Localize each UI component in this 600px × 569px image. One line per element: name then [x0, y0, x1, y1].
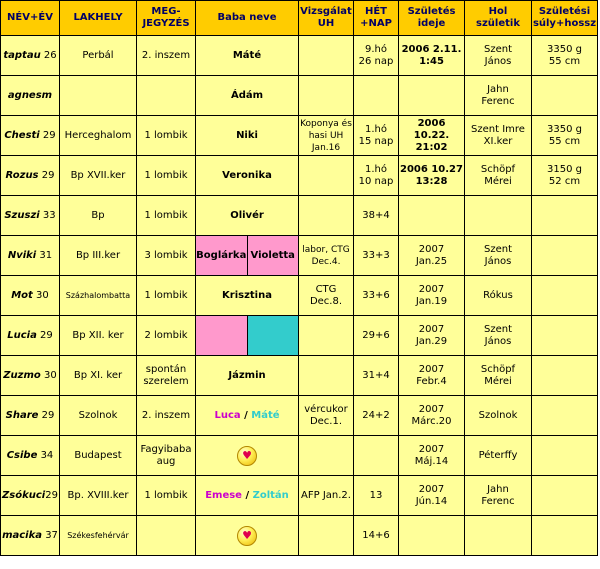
het-nap-cell	[354, 436, 399, 476]
nickname: taptau	[3, 49, 41, 61]
lakhely-cell: Bp III.ker	[60, 236, 137, 276]
hol-cell	[465, 76, 532, 116]
nickname: Mot	[11, 289, 33, 301]
baby-name-cell	[196, 436, 299, 476]
megjegyzes-cell	[137, 76, 196, 116]
het-nap-cell: 29+6	[354, 316, 399, 356]
smiley-heart-icon	[237, 446, 257, 466]
megjegyzes-cell: 2. inszem	[137, 396, 196, 436]
nickname: Zsókuci	[2, 489, 46, 501]
table-row	[1, 476, 598, 516]
table-row	[1, 516, 598, 556]
baby-name-girl: Emese	[205, 489, 242, 501]
baby-name-cell: Ádám	[196, 76, 299, 116]
suly-cell	[532, 76, 598, 116]
name-cell	[1, 356, 60, 396]
table-row	[1, 156, 598, 196]
header-nev-ev: NÉV+ÉV	[1, 1, 60, 36]
het-line-1: 1.hó	[365, 163, 387, 175]
suly-cell	[532, 436, 598, 476]
suly-line-1: 3350 g	[547, 43, 582, 55]
hol-cell	[465, 236, 532, 276]
megjegyzes-cell: 1 lombik	[137, 276, 196, 316]
szuletes-ideje-cell	[399, 276, 465, 316]
hol-line-1: Szent	[483, 243, 512, 255]
suly-cell	[532, 236, 598, 276]
table-row	[1, 36, 598, 76]
het-nap-cell	[354, 36, 399, 76]
lakhely-cell: Bp XVII.ker	[60, 156, 137, 196]
lakhely-cell: Herceghalom	[60, 116, 137, 156]
suly-cell	[532, 36, 598, 76]
hol-line-1: Schöpf	[480, 163, 516, 175]
nickname: Rozus	[5, 169, 39, 181]
date-line-1: 2007	[418, 283, 445, 295]
suly-cell	[532, 356, 598, 396]
hol-line-1: Schöpf	[480, 363, 516, 375]
hol-cell	[465, 356, 532, 396]
het-nap-cell: 24+2	[354, 396, 399, 436]
table-row	[1, 76, 598, 116]
age: 30	[43, 369, 57, 381]
het-line-2: 15 nap	[358, 135, 394, 147]
hol-line-1: Jahn	[487, 83, 509, 95]
age: 30	[36, 289, 49, 301]
het-line-2: 26 nap	[358, 55, 394, 67]
het-nap-cell: 31+4	[354, 356, 399, 396]
header-hol-szuletik: Hol születik	[465, 1, 532, 36]
name-cell	[1, 156, 60, 196]
vizsgalat-cell: CTG Dec.8.	[299, 276, 354, 316]
lakhely-cell: Bp XII. ker	[60, 316, 137, 356]
baby-name-cell: Luca / Máté	[196, 396, 299, 436]
szuletes-ideje-cell	[399, 76, 465, 116]
hol-line-2: János	[484, 335, 512, 347]
name-cell	[1, 116, 60, 156]
baby-name-girl: Luca	[214, 409, 241, 421]
szuletes-ideje-cell	[399, 476, 465, 516]
date-line-1: 2007	[418, 363, 445, 375]
age: 29	[40, 329, 53, 341]
suly-line-2: 52 cm	[548, 175, 581, 187]
date-line-1: 2006 2.11.	[401, 43, 462, 55]
lakhely-cell: Százhalombatta	[60, 276, 137, 316]
vizsgalat-cell	[299, 36, 354, 76]
header-baba-neve: Baba neve	[196, 1, 299, 36]
hol-cell	[465, 476, 532, 516]
hol-cell	[465, 196, 532, 236]
szuletes-ideje-cell	[399, 436, 465, 476]
baby-name-boy: Zoltán	[252, 489, 289, 501]
megjegyzes-cell: 2 lombik	[137, 316, 196, 356]
vizsgalat-cell	[299, 196, 354, 236]
het-nap-cell: 14+6	[354, 516, 399, 556]
name-cell	[1, 396, 60, 436]
vizsgalat-cell: labor, CTG Dec.4.	[299, 236, 354, 276]
table-row	[1, 116, 598, 156]
table-row	[1, 276, 598, 316]
het-nap-cell	[354, 76, 399, 116]
baby-name-cell: Máté	[196, 36, 299, 76]
vizsgalat-cell	[299, 76, 354, 116]
het-nap-cell	[354, 156, 399, 196]
suly-cell	[532, 276, 598, 316]
age: 29	[45, 489, 58, 501]
suly-cell	[532, 196, 598, 236]
vizsgalat-cell	[299, 156, 354, 196]
date-line-2: Jan.19	[415, 295, 448, 307]
szuletes-ideje-cell	[399, 156, 465, 196]
hol-line-1: Szent	[483, 323, 512, 335]
age: 29	[41, 409, 55, 421]
suly-line-1: 3150 g	[547, 163, 582, 175]
hol-cell: Péterffy	[465, 436, 532, 476]
szuletes-ideje-cell	[399, 236, 465, 276]
suly-cell	[532, 516, 598, 556]
baby-slot-boy	[247, 316, 299, 355]
hol-line-2: János	[484, 55, 512, 67]
megjegyzes-cell: 1 lombik	[137, 116, 196, 156]
date-line-2: Jan.29	[415, 335, 448, 347]
het-nap-cell: 38+4	[354, 196, 399, 236]
baby-name-cell: Jázmin	[196, 356, 299, 396]
baby-name-boy: Máté	[251, 409, 280, 421]
vizsgalat-cell	[299, 356, 354, 396]
baby-name-cell: Veronika	[196, 156, 299, 196]
table-row	[1, 236, 598, 276]
lakhely-cell: Budapest	[60, 436, 137, 476]
vizsgalat-cell	[299, 516, 354, 556]
date-line-1: 2007	[418, 403, 445, 415]
hol-cell: Rókus	[465, 276, 532, 316]
nickname: Share	[5, 409, 39, 421]
name-cell	[1, 36, 60, 76]
megjegyzes-cell: 1 lombik	[137, 476, 196, 516]
name-cell	[1, 196, 60, 236]
date-line-1: 2007	[418, 323, 445, 335]
hol-cell	[465, 36, 532, 76]
name-cell	[1, 516, 60, 556]
age: 34	[40, 449, 54, 461]
nickname: Csibe	[6, 449, 38, 461]
header-row	[1, 1, 598, 36]
age: 37	[45, 529, 58, 541]
hol-line-2: Ferenc	[481, 95, 515, 107]
age: 31	[39, 249, 53, 261]
hol-line-1: Jahn	[487, 483, 509, 495]
suly-line-2: 55 cm	[548, 135, 581, 147]
suly-line-2: 55 cm	[548, 55, 581, 67]
szuletes-ideje-cell	[399, 516, 465, 556]
megjegyzes-cell: 3 lombik	[137, 236, 196, 276]
nickname: Szuszi	[4, 209, 40, 221]
lakhely-cell: Perbál	[60, 36, 137, 76]
nickname: Zuzmo	[3, 369, 41, 381]
vizsgalat-cell: Koponya és hasi UH Jan.16	[299, 116, 354, 156]
het-line-2: 10 nap	[358, 175, 394, 187]
table-row	[1, 436, 598, 476]
hol-cell	[465, 116, 532, 156]
twins-split	[196, 316, 298, 355]
megjegyzes-cell: 2. inszem	[137, 36, 196, 76]
suly-cell	[532, 476, 598, 516]
het-line-1: 1.hó	[365, 123, 387, 135]
date-line-2: Máj.14	[414, 455, 449, 467]
header-vizsgalat: Vizsgálat UH	[299, 1, 354, 36]
nickname: agnesm	[7, 89, 53, 101]
date-line-2: 13:28	[415, 175, 448, 187]
name-cell	[1, 276, 60, 316]
baby-name-a: Boglárka	[196, 236, 247, 275]
szuletes-ideje-cell	[399, 356, 465, 396]
het-line-1: 9.hó	[365, 43, 387, 55]
date-line-2: 1:45	[419, 55, 444, 67]
het-nap-cell: 13	[354, 476, 399, 516]
het-nap-cell: 33+6	[354, 276, 399, 316]
suly-cell	[532, 116, 598, 156]
header-megjegyzes: MEG-JEGYZÉS	[137, 1, 196, 36]
lakhely-cell: Bp	[60, 196, 137, 236]
date-line-2: Jan.25	[415, 255, 448, 267]
hol-line-2: János	[484, 255, 512, 267]
date-line-1: 2006 10.27	[400, 163, 463, 175]
hol-cell	[465, 516, 532, 556]
nickname: Lucia	[7, 329, 37, 341]
header-szuletesi-suly: Születési súly+hossz	[532, 1, 598, 36]
szuletes-ideje-cell	[399, 316, 465, 356]
baby-name-cell	[196, 516, 299, 556]
baby-name-cell: Niki	[196, 116, 299, 156]
szuletes-ideje-cell	[399, 196, 465, 236]
vizsgalat-cell	[299, 316, 354, 356]
baby-slot-girl	[196, 316, 247, 355]
suly-cell	[532, 316, 598, 356]
megjegyzes-cell: spontán szerelem	[137, 356, 196, 396]
age: 33	[42, 209, 56, 221]
nickname: Nviki	[7, 249, 37, 261]
date-line-2: Febr.4	[416, 375, 447, 387]
date-line-2: Jún.14	[415, 495, 448, 507]
baby-name-cell: Olivér	[196, 196, 299, 236]
hol-cell	[465, 316, 532, 356]
szuletes-ideje-cell	[399, 36, 465, 76]
het-nap-cell	[354, 116, 399, 156]
szuletes-ideje-cell	[399, 396, 465, 436]
table-row	[1, 316, 598, 356]
lakhely-cell: Székesfehérvár	[60, 516, 137, 556]
lakhely-cell	[60, 76, 137, 116]
name-cell	[1, 436, 60, 476]
name-cell	[1, 236, 60, 276]
szuletes-ideje-cell	[399, 116, 465, 156]
lakhely-cell: Bp. XVIII.ker	[60, 476, 137, 516]
baby-name-b: Violetta	[247, 236, 299, 275]
hol-line-2: XI.ker	[483, 135, 513, 147]
suly-cell	[532, 396, 598, 436]
megjegyzes-cell	[137, 516, 196, 556]
lakhely-cell: Szolnok	[60, 396, 137, 436]
age: 29	[41, 169, 55, 181]
hol-line-2: Mérei	[484, 375, 512, 387]
date-line-1: 2006 10.22.	[413, 117, 450, 141]
header-het-nap: HÉT +NAP	[354, 1, 399, 36]
name-cell	[1, 476, 60, 516]
date-line-1: 2007	[418, 243, 445, 255]
header-szuletes-ideje: Születés ideje	[399, 1, 465, 36]
nickname: macika	[2, 529, 42, 541]
het-nap-cell: 33+3	[354, 236, 399, 276]
twins-split	[196, 236, 298, 275]
date-line-1: 2007	[418, 443, 445, 455]
hol-line-1: Szent	[483, 43, 512, 55]
megjegyzes-cell: Fagyibaba aug	[137, 436, 196, 476]
hol-cell: Szolnok	[465, 396, 532, 436]
baby-name-cell: Krisztina	[196, 276, 299, 316]
vizsgalat-cell	[299, 436, 354, 476]
date-line-1: 2007	[418, 483, 445, 495]
date-line-2: 21:02	[415, 141, 448, 153]
vizsgalat-cell: vércukor Dec.1.	[299, 396, 354, 436]
age: 26	[43, 49, 57, 61]
megjegyzes-cell: 1 lombik	[137, 156, 196, 196]
age: 29	[42, 129, 56, 141]
baby-name-cell	[196, 236, 299, 276]
table-row	[1, 196, 598, 236]
table-row	[1, 396, 598, 436]
suly-line-1: 3350 g	[547, 123, 582, 135]
smiley-heart-icon	[237, 526, 257, 546]
name-cell	[1, 316, 60, 356]
nickname: Chesti	[4, 129, 40, 141]
date-line-2: Márc.20	[411, 415, 452, 427]
header-lakhely: LAKHELY	[60, 1, 137, 36]
baby-name-cell	[196, 316, 299, 356]
hol-line-2: Ferenc	[481, 495, 515, 507]
hol-line-2: Mérei	[484, 175, 512, 187]
vizsgalat-cell: AFP Jan.2.	[299, 476, 354, 516]
lakhely-cell: Bp XI. ker	[60, 356, 137, 396]
hol-line-1: Szent Imre	[471, 123, 525, 135]
table-row	[1, 356, 598, 396]
baby-name-cell: Emese / Zoltán	[196, 476, 299, 516]
name-cell	[1, 76, 60, 116]
suly-cell	[532, 156, 598, 196]
hol-cell	[465, 156, 532, 196]
megjegyzes-cell: 1 lombik	[137, 196, 196, 236]
